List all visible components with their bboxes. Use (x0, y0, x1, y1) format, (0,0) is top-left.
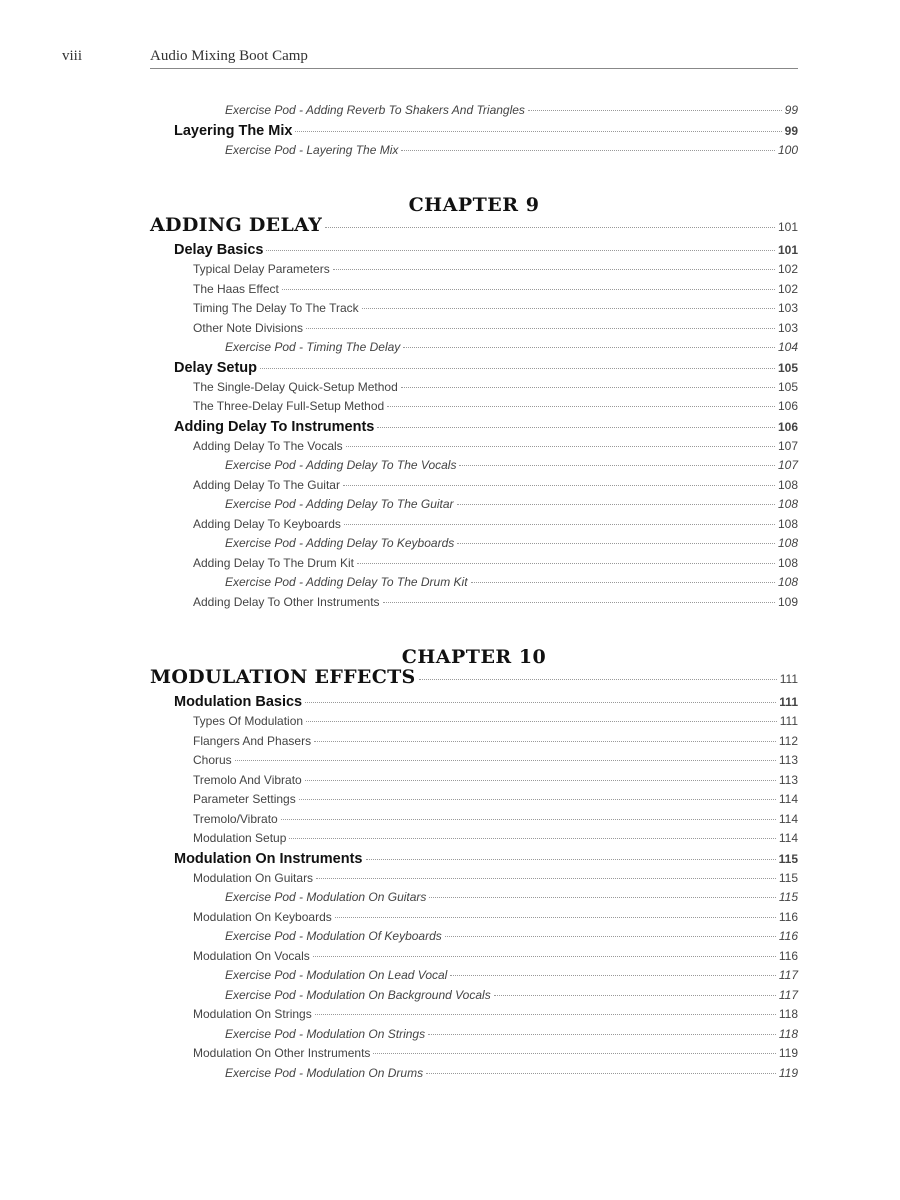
toc-entry[interactable] (150, 812, 798, 832)
chapter-10-entries (150, 694, 798, 1085)
toc-entry-title: Exercise Pod - Modulation On Background Vocals (225, 987, 491, 1002)
dot-leader (383, 602, 775, 603)
toc-entry-page: 112 (778, 733, 798, 748)
dot-leader (315, 1014, 776, 1015)
toc-entry[interactable] (150, 340, 798, 360)
toc-entry-page: 119 (778, 1046, 798, 1060)
dot-leader (335, 917, 776, 918)
toc-entry-page: 117 (778, 968, 798, 982)
page-number: viii (62, 48, 83, 64)
toc-entry-title: Exercise Pod - Adding Delay To The Drum Kit (225, 575, 468, 589)
toc-entry[interactable] (150, 595, 798, 615)
dot-leader (419, 679, 777, 680)
toc-entry-page: 100 (777, 142, 798, 157)
toc-entry-title: Adding Delay To Instruments (174, 418, 375, 435)
dot-leader (281, 819, 776, 820)
dot-leader (403, 347, 775, 348)
toc-entry-title: Adding Delay To The Drum Kit (193, 555, 354, 570)
toc-entry-title: The Single-Delay Quick-Setup Method (193, 379, 398, 394)
toc-carryover (150, 103, 798, 162)
toc-entry-page: 103 (777, 320, 798, 335)
toc-entry-title: Exercise Pod - Adding Delay To The Vocals (225, 458, 457, 472)
toc-entry-title: Parameter Settings (193, 792, 296, 806)
dot-leader (260, 368, 775, 369)
toc-entry[interactable] (150, 949, 798, 969)
toc-entry-title: Chorus (193, 753, 232, 767)
dot-leader (401, 387, 775, 388)
toc-entry[interactable] (150, 988, 798, 1008)
toc-entry-title: Adding Delay To The Vocals (193, 438, 343, 453)
toc-entry[interactable] (150, 929, 798, 949)
toc-entry-title: Tremolo/Vibrato (193, 811, 278, 826)
dot-leader (457, 504, 775, 505)
toc-entry[interactable] (150, 242, 798, 262)
toc-entry[interactable] (150, 497, 798, 517)
toc-entry[interactable] (150, 123, 798, 143)
chapter-title: MODULATION EFFECTS (150, 666, 416, 688)
toc-entry-title: Exercise Pod - Adding Delay To The Guitar (225, 497, 454, 511)
toc-entry[interactable] (150, 851, 798, 871)
dot-leader (362, 308, 775, 309)
toc-entry[interactable] (150, 143, 798, 163)
dot-leader (289, 838, 775, 839)
toc-entry-page: 101 (777, 243, 798, 257)
toc-entry[interactable] (150, 871, 798, 891)
toc-entry[interactable] (150, 694, 798, 714)
toc-entry-title: Modulation On Instruments (174, 850, 363, 867)
toc-entry-page: 99 (784, 123, 798, 138)
toc-entry-title: Layering The Mix (174, 122, 293, 139)
toc-entry-title: Delay Setup (174, 359, 257, 376)
dot-leader (346, 446, 775, 447)
dot-leader (401, 150, 775, 151)
dot-leader (445, 936, 776, 937)
toc-entry-page: 106 (777, 419, 798, 434)
toc-entry-title: Modulation On Other Instruments (193, 1046, 371, 1060)
dot-leader (313, 956, 776, 957)
toc-entry-title: Exercise Pod - Adding Reverb To Shakers And Triangles (225, 103, 525, 117)
toc-entry-page: 115 (778, 890, 798, 904)
toc-entry[interactable] (150, 1066, 798, 1086)
dot-leader (344, 524, 775, 525)
toc-entry-title: Tremolo And Vibrato (193, 772, 302, 787)
toc-entry-title: Exercise Pod - Timing The Delay (225, 340, 401, 354)
toc-entry[interactable] (150, 282, 798, 302)
toc-entry[interactable] (150, 301, 798, 321)
toc-entry-page: 107 (777, 458, 798, 472)
dot-leader (333, 269, 775, 270)
toc-entry-page: 105 (777, 379, 798, 394)
dot-leader (235, 760, 776, 761)
toc-entry-page: 118 (778, 1007, 798, 1021)
toc-entry-title: The Three-Delay Full-Setup Method (193, 399, 385, 413)
dot-leader (357, 563, 775, 564)
toc-entry[interactable] (150, 1027, 798, 1047)
toc-entry-title: Exercise Pod - Modulation On Strings (225, 1026, 426, 1041)
toc-entry[interactable] (150, 968, 798, 988)
toc-entry-title: Modulation On Keyboards (193, 909, 332, 924)
dot-leader (528, 110, 782, 111)
toc-entry-page: 111 (779, 714, 798, 728)
toc-entry-title: Adding Delay To The Guitar (193, 477, 340, 492)
toc-entry-page: 109 (777, 594, 798, 609)
toc-entry[interactable] (150, 792, 798, 812)
toc-entry-title: Typical Delay Parameters (193, 262, 330, 276)
toc-entry-title: The Haas Effect (193, 281, 279, 296)
toc-entry-page: 104 (777, 340, 798, 354)
toc-entry-title: Delay Basics (174, 242, 264, 258)
toc-entry[interactable] (150, 831, 798, 851)
toc-entry[interactable] (150, 556, 798, 576)
toc-entry-page: 108 (777, 497, 798, 511)
toc-entry-page: 108 (777, 536, 798, 550)
toc-entry[interactable] (150, 890, 798, 910)
header-rule (150, 68, 798, 69)
toc-entry-title: Modulation On Vocals (193, 948, 310, 963)
toc-entry-title: Exercise Pod - Modulation Of Keyboards (225, 929, 442, 943)
dot-leader (373, 1053, 775, 1054)
toc-entry[interactable] (150, 321, 798, 341)
toc-entry-title: Modulation Setup (193, 831, 287, 845)
toc-entry-page: 113 (778, 753, 798, 767)
toc-entry[interactable] (150, 478, 798, 498)
dot-leader (305, 780, 776, 781)
dot-leader (457, 543, 775, 544)
toc-entry-title: Modulation Basics (174, 694, 303, 710)
toc-entry-title: Other Note Divisions (193, 320, 304, 335)
toc-entry-title: Exercise Pod - Modulation On Lead Vocal (225, 968, 448, 982)
toc-entry-page: 119 (778, 1065, 798, 1080)
toc-entry[interactable] (150, 1007, 798, 1027)
dot-leader (429, 897, 775, 898)
toc-entry-page: 101 (777, 220, 798, 234)
dot-leader (377, 427, 775, 428)
dot-leader (306, 328, 775, 329)
toc-entry-page: 99 (784, 103, 798, 117)
chapter-10-title-entry[interactable] (150, 666, 798, 688)
dot-leader (459, 465, 775, 466)
toc-entry-page: 107 (777, 438, 798, 453)
toc-entry-page: 115 (778, 851, 798, 866)
chapter-9-title-entry[interactable] (150, 214, 798, 236)
toc-entry[interactable] (150, 399, 798, 419)
toc-entry-page: 114 (778, 811, 798, 826)
toc-entry-page: 117 (778, 987, 798, 1002)
toc-entry[interactable] (150, 910, 798, 930)
toc-entry-page: 113 (778, 772, 798, 787)
dot-leader (295, 131, 781, 132)
toc-entry-page: 108 (777, 555, 798, 570)
dot-leader (305, 702, 776, 703)
toc-entry[interactable] (150, 536, 798, 556)
toc-entry-title: Exercise Pod - Adding Delay To Keyboards (225, 536, 455, 550)
toc-entry-title: Types Of Modulation (193, 714, 304, 728)
toc-entry-page: 108 (777, 516, 798, 531)
toc-entry-page: 114 (778, 792, 798, 806)
toc-entry[interactable] (150, 419, 798, 439)
toc-entry-title: Timing The Delay To The Track (193, 301, 359, 315)
toc-entry[interactable] (150, 517, 798, 537)
toc-entry[interactable] (150, 734, 798, 754)
dot-leader (266, 250, 774, 251)
dot-leader (314, 741, 776, 742)
toc-entry-page: 115 (778, 870, 798, 885)
chapter-9-entries (150, 242, 798, 614)
dot-leader (471, 582, 775, 583)
toc-entry-page: 111 (779, 672, 798, 686)
toc-entry-page: 108 (777, 477, 798, 492)
toc-entry-title: Flangers And Phasers (193, 733, 312, 748)
toc-entry[interactable] (150, 714, 798, 734)
toc-entry-title: Exercise Pod - Modulation On Guitars (225, 890, 427, 904)
toc-entry-page: 114 (778, 831, 798, 845)
dot-leader (306, 721, 777, 722)
dot-leader (282, 289, 775, 290)
toc-entry-page: 111 (779, 695, 798, 709)
toc-entry[interactable] (150, 753, 798, 773)
dot-leader (428, 1034, 776, 1035)
toc-entry[interactable] (150, 1046, 798, 1066)
toc-entry-title: Exercise Pod - Modulation On Drums (225, 1065, 424, 1080)
running-header-title: Audio Mixing Boot Camp (150, 48, 308, 64)
toc-entry-page: 102 (777, 262, 798, 276)
chapter-9-label: CHAPTER 9 (408, 194, 540, 216)
toc-entry-page: 116 (778, 929, 798, 943)
toc-entry-page: 108 (777, 575, 798, 589)
toc-entry-page: 116 (778, 948, 798, 963)
chapter-10-label: CHAPTER 10 (401, 646, 547, 668)
toc-entry[interactable] (150, 575, 798, 595)
dot-leader (299, 799, 776, 800)
toc-entry[interactable] (150, 103, 798, 123)
toc-entry-page: 116 (778, 909, 798, 924)
dot-leader (494, 995, 776, 996)
toc-entry-page: 105 (777, 360, 798, 375)
toc-entry[interactable] (150, 439, 798, 459)
dot-leader (343, 485, 775, 486)
dot-leader (387, 406, 775, 407)
toc-entry-page: 102 (777, 281, 798, 296)
toc-entry-title: Adding Delay To Keyboards (193, 516, 341, 531)
toc-entry-page: 118 (778, 1026, 798, 1041)
dot-leader (450, 975, 776, 976)
toc-entry[interactable] (150, 360, 798, 380)
toc-entry[interactable] (150, 458, 798, 478)
toc-entry[interactable] (150, 262, 798, 282)
toc-entry[interactable] (150, 773, 798, 793)
toc-entry-title: Exercise Pod - Layering The Mix (225, 142, 399, 157)
dot-leader (366, 859, 776, 860)
toc-entry-page: 106 (777, 399, 798, 413)
chapter-title: ADDING DELAY (150, 214, 323, 236)
dot-leader (426, 1073, 776, 1074)
dot-leader (325, 227, 775, 228)
toc-entry-page: 103 (777, 301, 798, 315)
toc-entry-title: Modulation On Guitars (193, 870, 314, 885)
toc-entry-title: Adding Delay To Other Instruments (193, 594, 380, 609)
dot-leader (316, 878, 776, 879)
toc-entry[interactable] (150, 380, 798, 400)
toc-entry-title: Modulation On Strings (193, 1007, 312, 1021)
